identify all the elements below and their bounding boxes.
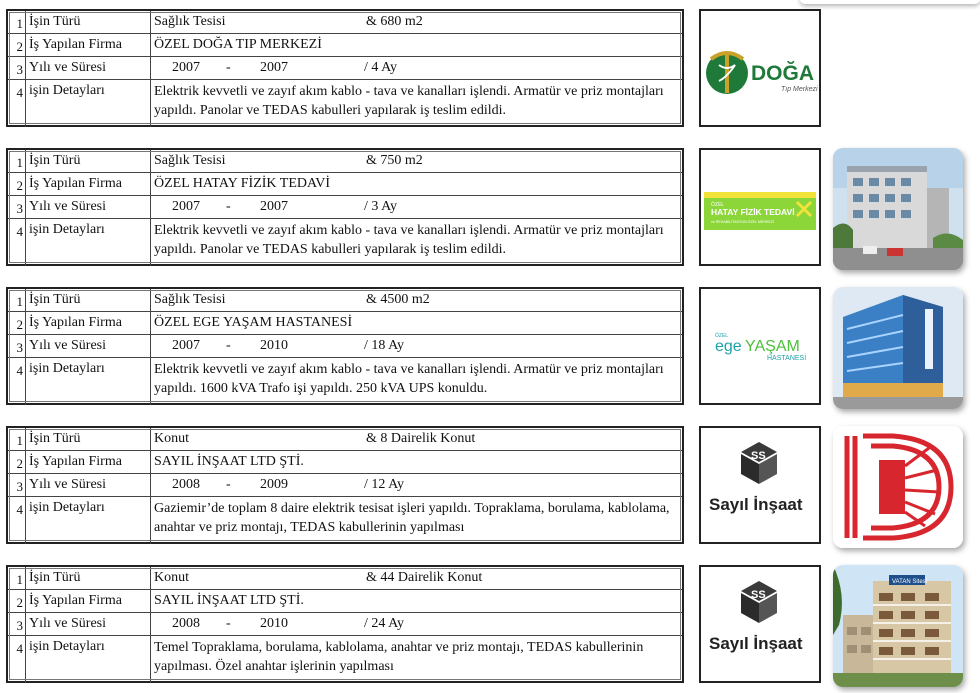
label-isin-turu: İşin Türü [26, 289, 151, 311]
ege-yasam-building-photo [833, 287, 963, 409]
duration: / 12 Ay [364, 477, 404, 492]
label-yili: Yılı ve Süresi [26, 335, 151, 357]
row-number: 3 [8, 57, 26, 79]
hatay-building-photo [833, 148, 963, 270]
work-type: Sağlık Tesisi [154, 292, 226, 307]
row-number: 1 [8, 567, 26, 589]
red-d-logo-image [833, 426, 963, 548]
project-table [6, 565, 684, 683]
row-number: 2 [8, 590, 26, 612]
company-name: SAYIL İNŞAAT LTD ŞTİ. [154, 593, 304, 608]
ege-logo-small: ÖZEL [715, 333, 729, 339]
row-number: 2 [8, 451, 26, 473]
ege-yasam-logo [699, 287, 821, 405]
work-size: & 750 m2 [366, 153, 423, 168]
sayil-insaat-logo [699, 565, 821, 683]
start-year: 2008 [172, 616, 200, 631]
work-type: Sağlık Tesisi [154, 153, 226, 168]
hatay-logo-text: HATAY FİZİK TEDAVİ [711, 207, 795, 217]
label-isin-turu: İşin Türü [26, 11, 151, 33]
label-detay: işin Detayları [26, 80, 151, 127]
work-size: & 4500 m2 [366, 292, 430, 307]
work-details: Elektrik kevvetli ve zayıf akım kablo - tava ve kanalları işlendi. Armatür ve priz montajları yapıldı. Panolar ve TEDAS kabulleri yapılarak iş teslim edildi. [154, 84, 664, 118]
project-table [6, 426, 684, 544]
label-detay: işin Detayları [26, 358, 151, 405]
row-number: 4 [8, 497, 26, 544]
hatay-logo-small: ÖZEL [711, 202, 725, 208]
label-isin-turu: İşin Türü [26, 428, 151, 450]
work-type: Konut [154, 570, 189, 585]
row-number: 4 [8, 80, 26, 127]
start-year: 2007 [172, 60, 200, 75]
company-name: ÖZEL EGE YAŞAM HASTANESİ [154, 315, 353, 330]
year-separator: - [226, 199, 231, 214]
company-name: SAYIL İNŞAAT LTD ŞTİ. [154, 454, 304, 469]
end-year: 2010 [260, 338, 288, 353]
ege-logo-text-1: ege [715, 338, 742, 355]
duration: / 3 Ay [364, 199, 397, 214]
row-number: 1 [8, 150, 26, 172]
hatay-fizik-logo [699, 148, 821, 266]
project-table [6, 148, 684, 266]
row-number: 3 [8, 335, 26, 357]
label-isin-turu: İşin Türü [26, 567, 151, 589]
label-firma: İş Yapılan Firma [26, 451, 151, 473]
page-fragment [800, 0, 980, 4]
label-detay: işin Detayları [26, 219, 151, 266]
project-table [6, 9, 684, 127]
work-size: & 8 Dairelik Konut [366, 431, 476, 446]
label-firma: İş Yapılan Firma [26, 34, 151, 56]
row-number: 3 [8, 613, 26, 635]
sayil-insaat-logo [699, 426, 821, 544]
hatay-logo-sub: ve REHABİLİTASYON ÖZEL MERKEZİ [711, 220, 774, 224]
label-detay: işin Detayları [26, 636, 151, 683]
vatan-sign: VATAN Sitesi [892, 579, 928, 585]
work-details: Elektrik kevvetli ve zayıf akım kablo - tava ve kanalları işlendi. Armatür ve priz montajları yapıldı. 1600 kVA Trafo işi yapıldı. 250 kVA UPS konuldu. [154, 362, 664, 396]
end-year: 2007 [260, 60, 288, 75]
work-details: Elektrik kevvetli ve zayıf akım kablo - tava ve kanalları işlendi. Armatür ve priz montajları yapıldı. Panolar ve TEDAS kabulleri yapılarak iş teslim edildi. [154, 223, 664, 257]
row-number: 3 [8, 474, 26, 496]
row-number: 3 [8, 196, 26, 218]
year-separator: - [226, 616, 231, 631]
work-size: & 680 m2 [366, 14, 423, 29]
row-number: 1 [8, 428, 26, 450]
row-number: 4 [8, 636, 26, 683]
ege-logo-sub: HASTANESİ [767, 355, 807, 362]
start-year: 2007 [172, 338, 200, 353]
work-type: Konut [154, 431, 189, 446]
svg-text:SS: SS [751, 589, 766, 601]
label-yili: Yılı ve Süresi [26, 57, 151, 79]
doga-logo-text: DOĞA [751, 62, 814, 85]
vatan-sitesi-photo [833, 565, 963, 687]
label-yili: Yılı ve Süresi [26, 613, 151, 635]
company-name: ÖZEL DOĞA TIP MERKEZİ [154, 37, 322, 52]
end-year: 2007 [260, 199, 288, 214]
row-number: 2 [8, 173, 26, 195]
row-number: 2 [8, 312, 26, 334]
sayil-logo-text: Sayıl İnşaat [709, 634, 803, 653]
label-yili: Yılı ve Süresi [26, 474, 151, 496]
duration: / 24 Ay [364, 616, 404, 631]
label-yili: Yılı ve Süresi [26, 196, 151, 218]
work-details: Gaziemir’de toplam 8 daire elektrik tesisat işleri yapıldı. Topraklama, borulama, kablolama, anahtar ve priz montajı, TEDAS kabullerinin yapılması [154, 501, 670, 535]
row-number: 1 [8, 289, 26, 311]
label-firma: İş Yapılan Firma [26, 173, 151, 195]
svg-text:SS: SS [751, 450, 766, 462]
start-year: 2007 [172, 199, 200, 214]
label-detay: işin Detayları [26, 497, 151, 544]
work-size: & 44 Dairelik Konut [366, 570, 483, 585]
duration: / 4 Ay [364, 60, 397, 75]
row-number: 1 [8, 11, 26, 33]
start-year: 2008 [172, 477, 200, 492]
ege-logo-text-2: YAŞAM [745, 338, 800, 355]
label-firma: İş Yapılan Firma [26, 312, 151, 334]
doga-logo [699, 9, 821, 127]
row-number: 4 [8, 358, 26, 405]
company-name: ÖZEL HATAY FİZİK TEDAVİ [154, 176, 331, 191]
year-separator: - [226, 60, 231, 75]
duration: / 18 Ay [364, 338, 404, 353]
row-number: 4 [8, 219, 26, 266]
label-isin-turu: İşin Türü [26, 150, 151, 172]
row-number: 2 [8, 34, 26, 56]
work-type: Sağlık Tesisi [154, 14, 226, 29]
year-separator: - [226, 477, 231, 492]
label-firma: İş Yapılan Firma [26, 590, 151, 612]
work-details: Temel Topraklama, borulama, kablolama, anahtar ve priz montajı, TEDAS kabullerinin yapılması. Özel anahtar işlerinin yapılması [154, 640, 644, 674]
project-table [6, 287, 684, 405]
end-year: 2010 [260, 616, 288, 631]
sayil-logo-text: Sayıl İnşaat [709, 495, 803, 514]
doga-logo-sub: Tıp Merkezi [781, 86, 818, 93]
year-separator: - [226, 338, 231, 353]
end-year: 2009 [260, 477, 288, 492]
